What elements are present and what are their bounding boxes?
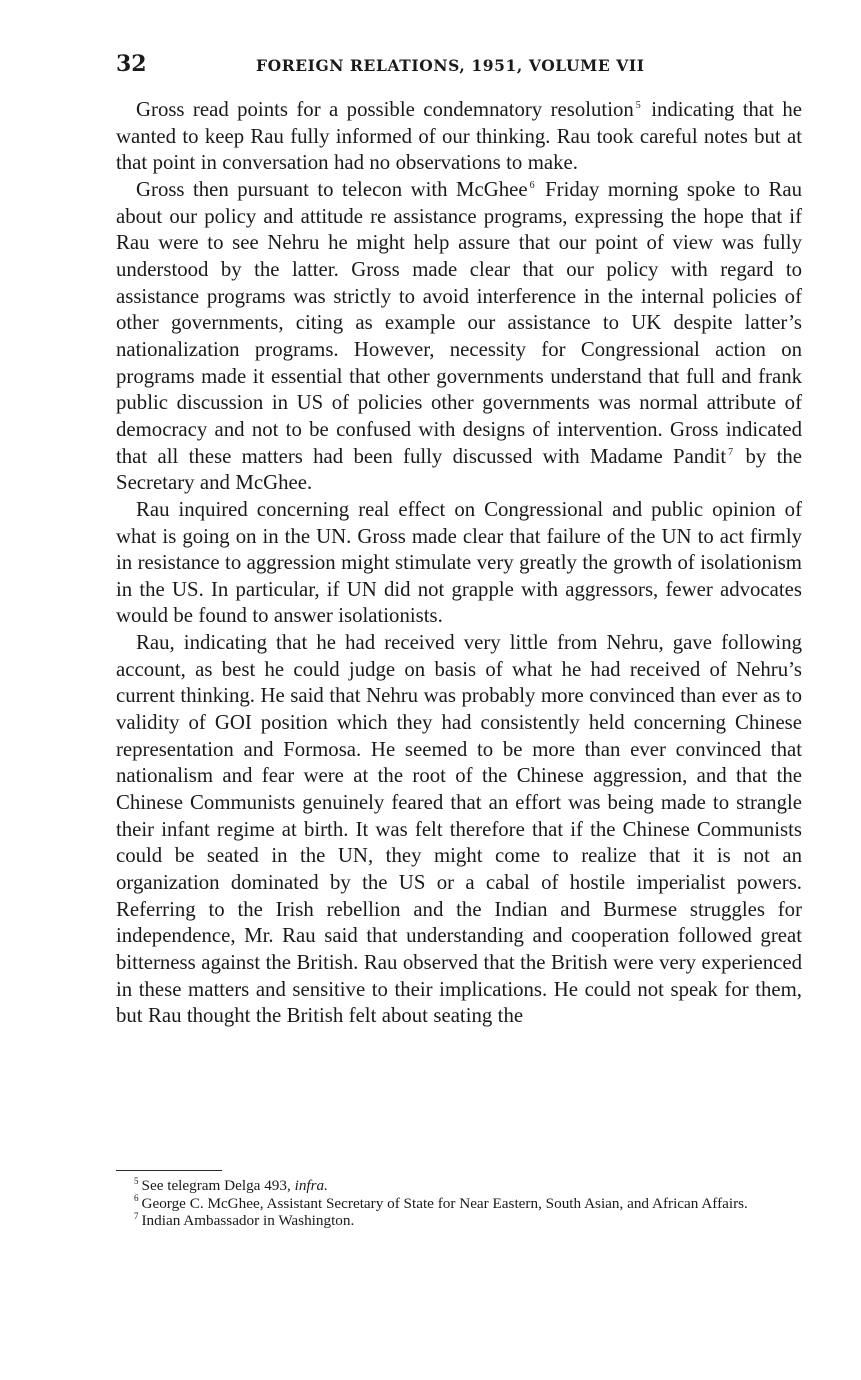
footnote-ref-5: 5 [635,100,641,112]
footnote-6: $^6$ George C. McGhee, Assistant Secretary of State for Near Eastern, South Asian, and African Affairs. [134,1193,748,1212]
paragraph-4: Rau, indicating that he had received very little from Nehru, gave following account, as best he could judge on basis of what he had received of Nehru’s current thinking. He said that Nehru was probably more convinced than ever as to validity of GOI position which they had consistently held concerning Chinese representation and Formosa. He seemed to be more than ever convinced that nationalism and fear were at the root of the Chinese aggression, and that the Chinese Communists genuinely feared that an effort was being made to strangle their infant regime at birth. It was felt therefore that if the Chinese Communists could be seated in the UN, they might come to realize that it is not an organization dominated by the US or a cabal of hostile imperialist powers. Referring to the Irish rebellion and the Indian and Burmese struggles for independence, Mr. Rau said that understanding and cooperation followed great bitterness against the British. Rau observed that the British were very experienced in these matters and sensitive to their implications. He could not speak for them, but Rau thought the British felt about seating the [116,631,802,1028]
footnotes [116,1177,802,1230]
running-head: FOREIGN RELATIONS, 1951, VOLUME VII [256,56,645,75]
page-header [116,50,802,80]
page-number: 32 [116,51,147,77]
footnote-7: $^7$ Indian Ambassador in Washington. [134,1210,355,1229]
body-text [116,97,802,1030]
paragraph-1: Gross read points for a possible condemnatory resolution $^5$ indicating that he wanted to keep Rau fully informed of our thinking. Rau took careful notes but at that point in conversation had no observations to make. [116,98,802,175]
footnote-5: $^5$ See telegram Delga 493, infra. [134,1175,328,1194]
paragraph-2: Gross then pursuant to telecon with McGhee $^6$ Friday morning spoke to Rau about our policy and attitude re assistance programs, expressing the hope that if Rau were to see Nehru he might help assure that our point of view was fully understood by the latter. Gross made clear that our policy with regard to assistance programs was strictly to avoid interference in the internal policies of other governments, citing as example our assistance to UK despite latter’s nationalization programs. However, necessity for Congressional action on programs made it essential that other governments understand that full and frank public discussion in US of policies other governments was normal attribute of democracy and not to be confused with designs of intervention. Gross indicated that all these matters had been fully discussed with Madame Pandit $^7$ by the Secretary and McGhee. [116,177,802,495]
footnote-divider [116,1170,222,1171]
footnote-ref-7: 7 [728,446,734,458]
paragraph-3: Rau inquired concerning real effect on Congressional and public opinion of what is going on in the UN. Gross made clear that failure of the UN to act firmly in resistance to aggression might stimulate very greatly the growth of isolationism in the US. In particular, if UN did not grapple with aggressors, fewer advocates would be found to answer isolationists. [116,497,802,628]
footnote-ref-6: 6 [529,180,535,192]
